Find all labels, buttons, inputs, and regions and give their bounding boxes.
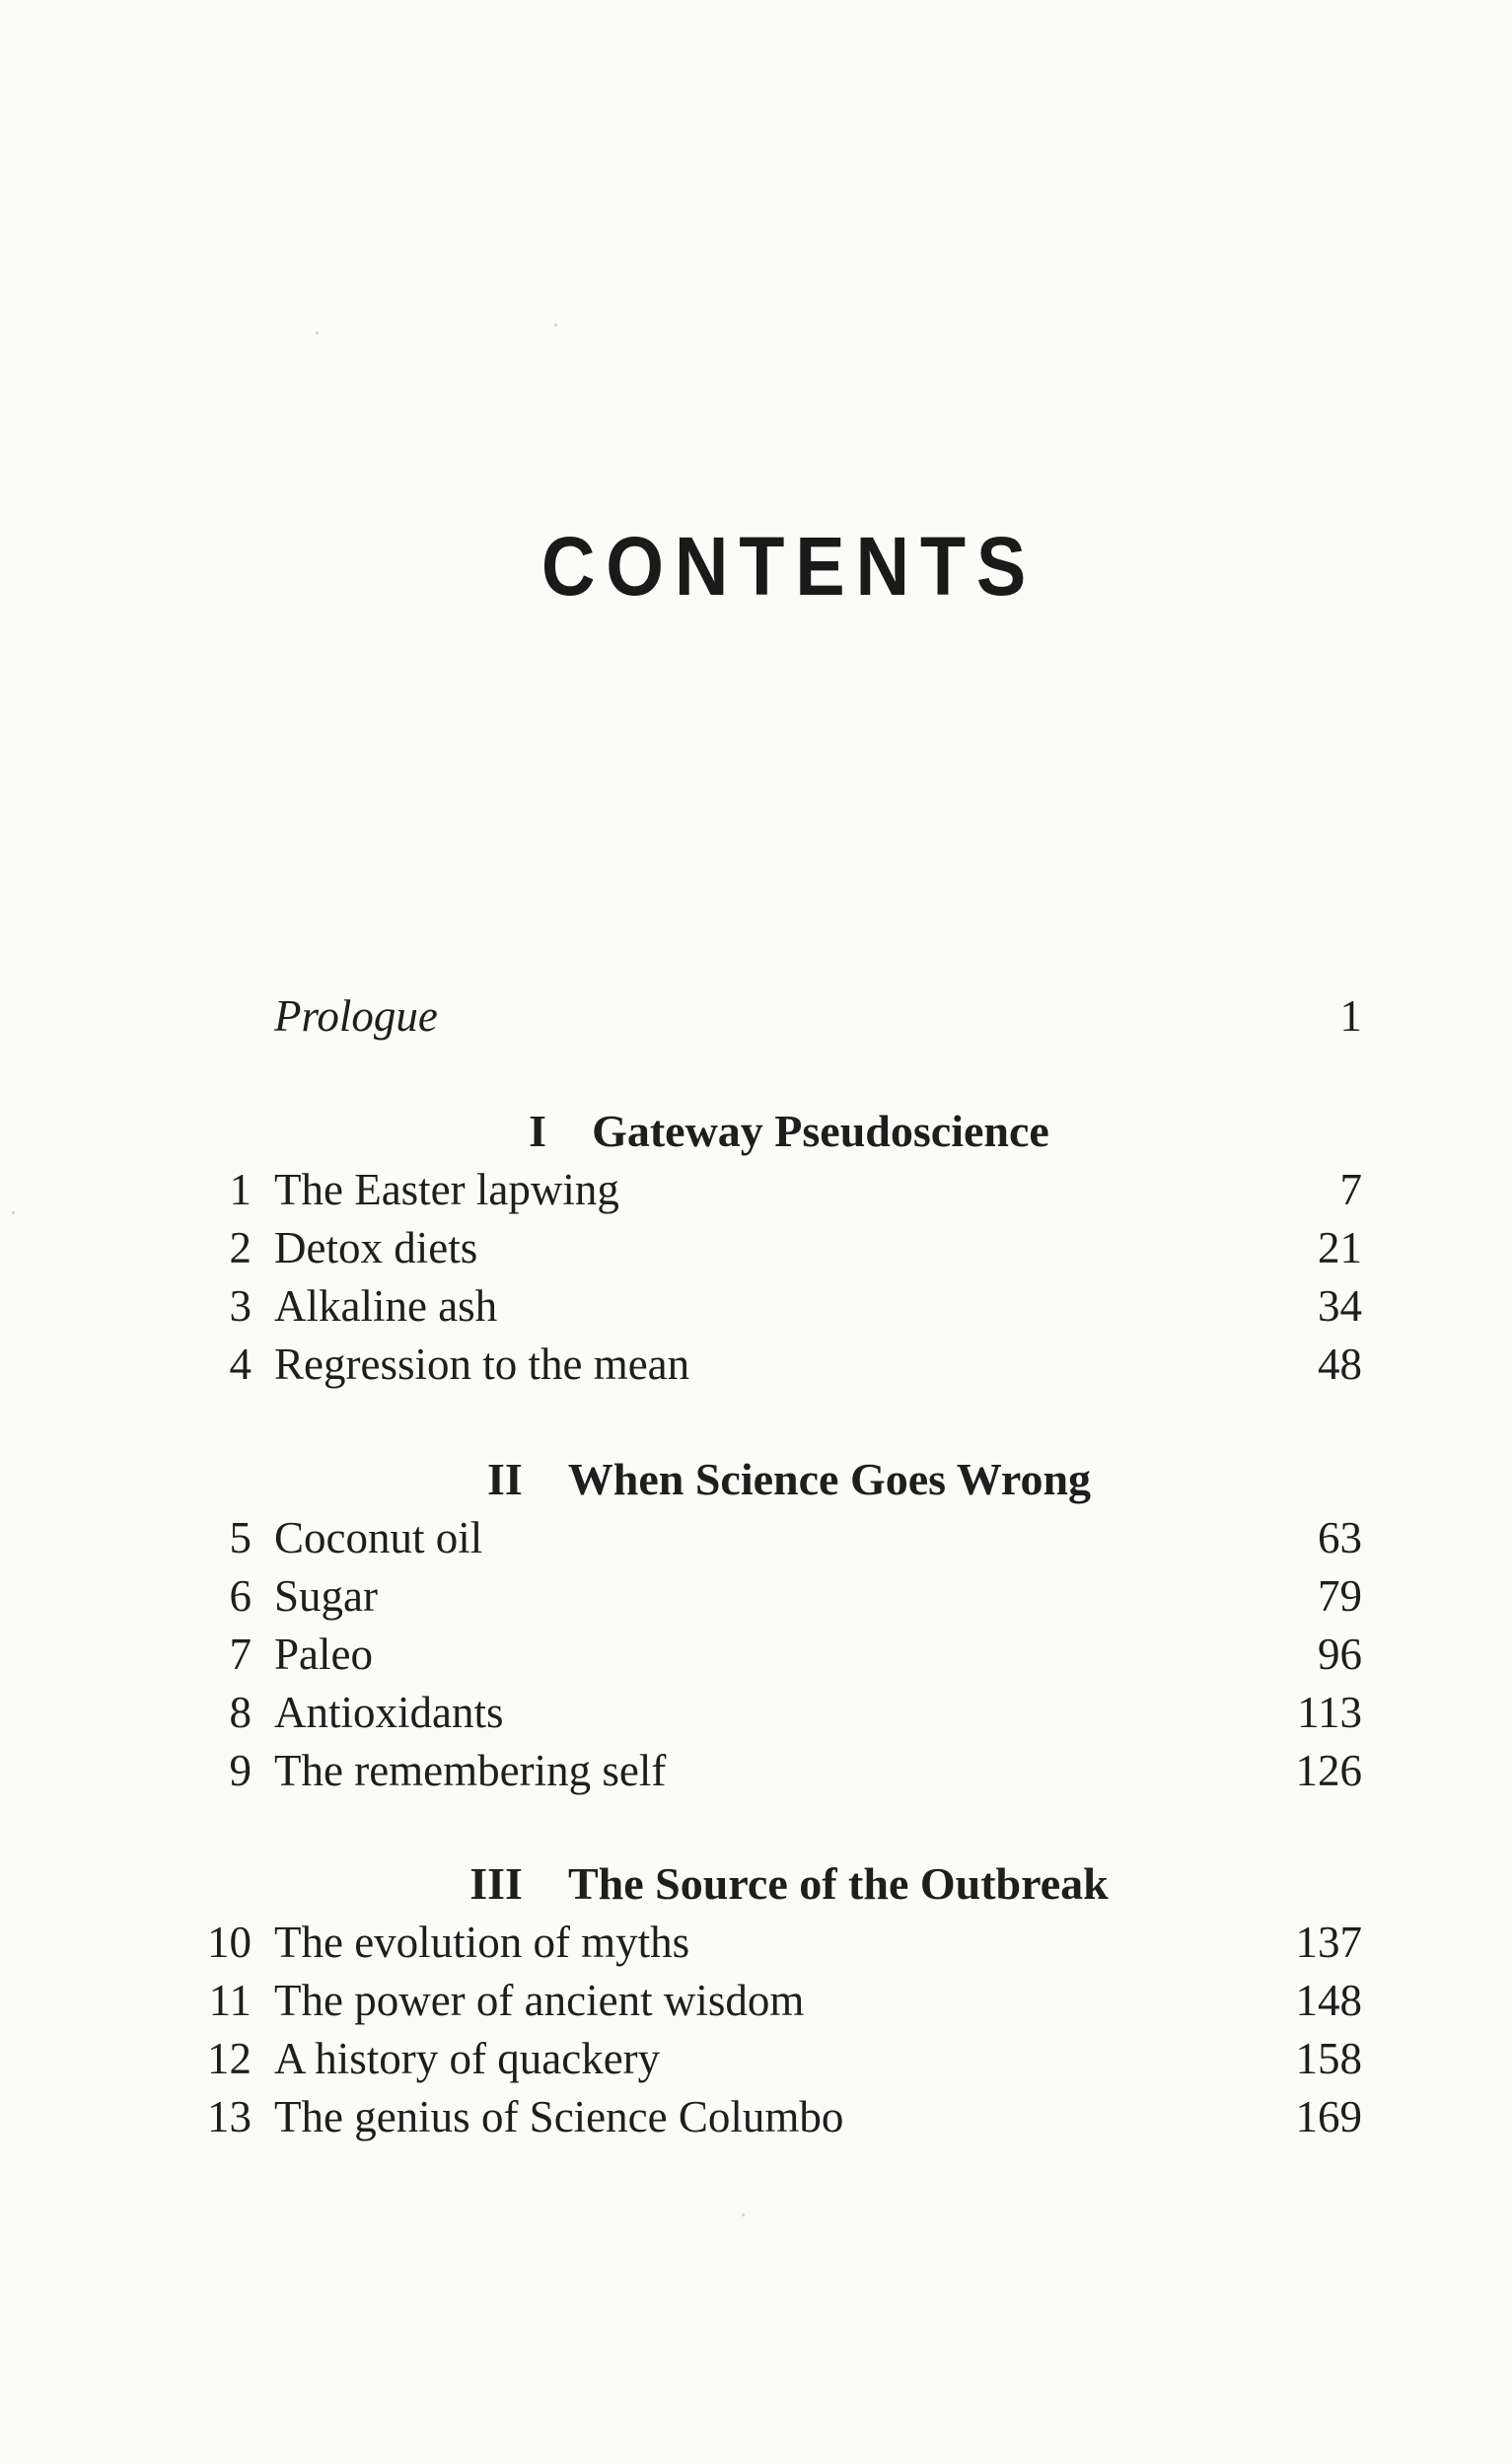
chapter-title: Paleo — [274, 1630, 373, 1679]
chapter-title: Sugar — [274, 1571, 378, 1621]
chapter-number: 7 — [229, 1630, 252, 1679]
toc-entry[interactable] — [0, 1508, 1512, 1567]
chapter-number: 5 — [229, 1513, 252, 1562]
chapter-number: 3 — [229, 1281, 252, 1331]
chapter-number: 9 — [229, 1746, 252, 1795]
chapter-title: Detox diets — [274, 1223, 478, 1272]
toc-entry[interactable] — [0, 1625, 1512, 1684]
part-heading — [0, 1854, 1512, 1914]
toc-entry[interactable] — [0, 1218, 1512, 1277]
toc-entry[interactable] — [0, 1276, 1512, 1336]
part-title: The Source of the Outbreak — [567, 1858, 1109, 1909]
part-heading — [0, 1450, 1512, 1509]
chapter-number: 1 — [229, 1165, 252, 1214]
toc-entry-prologue[interactable] — [0, 986, 1512, 1046]
chapter-title: Regression to the mean — [274, 1340, 690, 1389]
paper-speck — [742, 2213, 745, 2216]
part-numeral: I — [529, 1106, 547, 1156]
page-title: CONTENTS — [540, 520, 1038, 614]
toc-entry[interactable] — [0, 1971, 1512, 2030]
toc-entry[interactable] — [0, 1913, 1512, 1972]
chapter-number: 4 — [229, 1340, 252, 1389]
toc-entry[interactable] — [0, 1160, 1512, 1219]
chapter-page-number: 126 — [1295, 1746, 1362, 1795]
chapter-page-number: 137 — [1295, 1918, 1362, 1967]
chapter-page-number: 158 — [1295, 2034, 1362, 2083]
toc-entry[interactable] — [0, 1741, 1512, 1800]
chapter-page-number: 96 — [1318, 1630, 1362, 1679]
chapter-number: 10 — [207, 1918, 252, 1967]
toc-entry[interactable] — [0, 1683, 1512, 1742]
chapter-title: The remembering self — [274, 1746, 667, 1795]
toc-entry[interactable] — [0, 1566, 1512, 1626]
chapter-page-number: 113 — [1297, 1688, 1362, 1737]
toc-entry[interactable] — [0, 2029, 1512, 2088]
paper-speck — [316, 331, 319, 334]
chapter-title: Antioxidants — [274, 1688, 504, 1737]
chapter-page-number: 148 — [1295, 1976, 1362, 2025]
chapter-title: The genius of Science Columbo — [274, 2092, 844, 2141]
chapter-page-number: 79 — [1318, 1571, 1362, 1621]
chapter-page-number: 169 — [1295, 2092, 1362, 2141]
chapter-title: The evolution of myths — [274, 1918, 690, 1967]
chapter-page-number: 48 — [1318, 1340, 1362, 1389]
paper-speck — [554, 324, 557, 326]
part-title: When Science Goes Wrong — [567, 1454, 1092, 1504]
chapter-title: The Easter lapwing — [274, 1165, 619, 1214]
prologue-title: Prologue — [274, 991, 438, 1041]
chapter-page-number: 21 — [1318, 1223, 1362, 1272]
toc-entry[interactable] — [0, 1335, 1512, 1394]
chapter-title: Coconut oil — [274, 1513, 483, 1562]
chapter-number: 8 — [229, 1688, 252, 1737]
chapter-page-number: 63 — [1318, 1513, 1362, 1562]
part-title: Gateway Pseudoscience — [592, 1106, 1049, 1156]
chapter-number: 13 — [207, 2092, 252, 2141]
chapter-title: Alkaline ash — [274, 1281, 498, 1331]
toc-entry[interactable] — [0, 2087, 1512, 2146]
chapter-number: 6 — [229, 1571, 252, 1621]
chapter-page-number: 34 — [1318, 1281, 1362, 1331]
part-heading — [0, 1102, 1512, 1161]
chapter-number: 12 — [207, 2034, 252, 2083]
prologue-page-number: 1 — [1339, 991, 1362, 1041]
part-numeral: III — [469, 1858, 523, 1909]
chapter-page-number: 7 — [1339, 1165, 1362, 1214]
chapter-title: The power of ancient wisdom — [274, 1976, 805, 2025]
part-numeral: II — [486, 1454, 523, 1504]
chapter-number: 2 — [229, 1223, 252, 1272]
chapter-number: 11 — [208, 1976, 252, 2025]
chapter-title: A history of quackery — [274, 2034, 661, 2083]
